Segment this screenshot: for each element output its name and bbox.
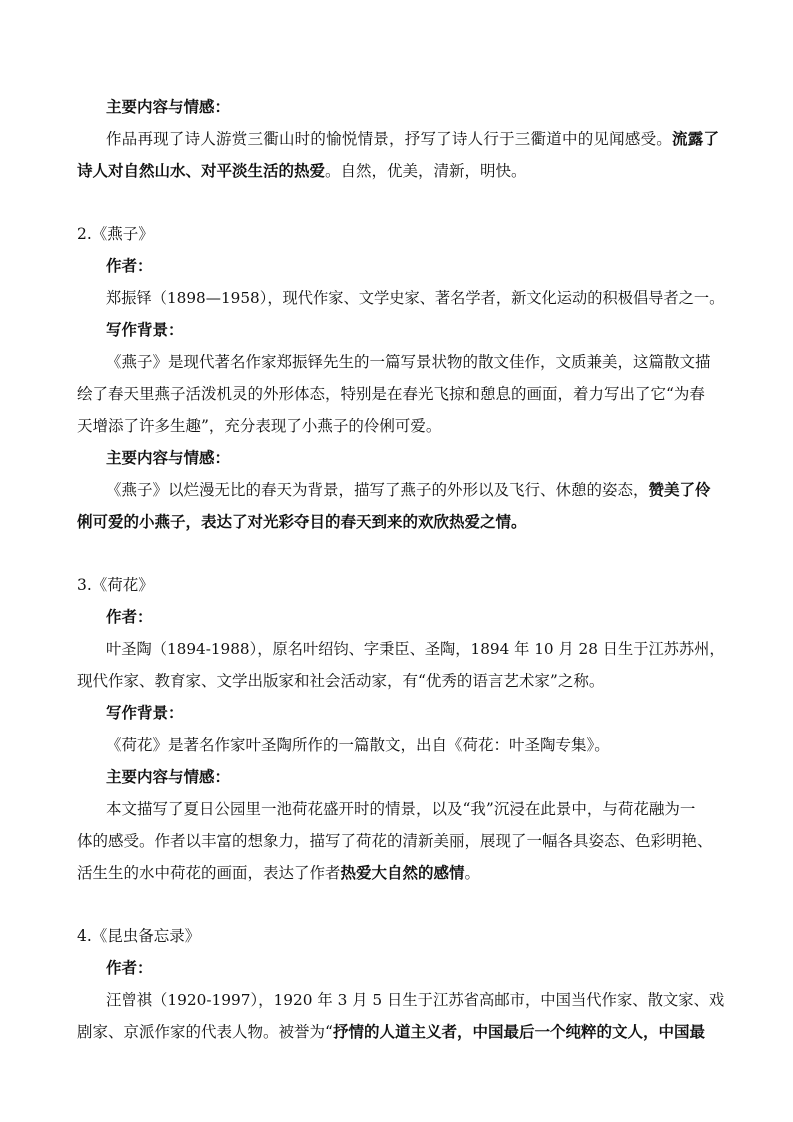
main-content-heading: 主要内容与情感：	[106, 767, 231, 786]
paragraph-line: 《燕子》是现代著名作家郑振铎先生的一篇写景状物的散文佳作，文质兼美，这篇散文描	[106, 353, 711, 371]
paragraph-line: 汪曾祺（1920-1997），1920 年 3 月 5 日生于江苏省高邮市，中国当代作家、散文家、戏	[106, 991, 725, 1009]
paragraph-line: 现代作家、教育家、文学出版家和社会活动家，有“优秀的语言艺术家”之称。	[77, 672, 605, 690]
paragraph-line: 叶圣陶（1894-1988），原名叶绍钧、字秉臣、圣陶，1894 年 10 月 28 日生于江苏苏州，	[106, 640, 725, 658]
paragraph-line: 诗人对自然山水、对平淡生活的热爱。自然，优美，清新，明快。	[77, 161, 527, 180]
background-heading: 写作背景：	[106, 320, 184, 339]
paragraph-line: 本文描写了夏日公园里一池荷花盛开时的情景，以及“我”沉浸在此景中，与荷花融为一	[106, 800, 696, 818]
paragraph-line: 《燕子》以烂漫无比的春天为背景，描写了燕子的外形以及飞行、休憩的姿态，赞美了伶	[106, 480, 711, 499]
paragraph-line: 天增添了许多生趣”，充分表现了小燕子的伶俐可爱。	[77, 417, 442, 435]
paragraph-line: 郑振铎（1898—1958），现代作家、文学史家、著名学者，新文化运动的积极倡导者之一。	[106, 289, 725, 307]
paragraph-line: 活生生的水中荷花的画面，表达了作者热爱大自然的感情。	[77, 863, 481, 882]
main-content-heading: 主要内容与情感：	[106, 448, 231, 467]
background-heading: 写作背景：	[106, 703, 184, 722]
paragraph-line: 剧家、京派作家的代表人物。被誉为“抒情的人道主义者，中国最后一个纯粹的文人，中国最	[77, 1022, 705, 1041]
paragraph-line: 作品再现了诗人游赏三衢山时的愉悦情景，抒写了诗人行于三衢道中的见闻感受。流露了	[106, 129, 719, 148]
author-heading: 作者：	[106, 958, 153, 977]
section-title: 2.《燕子》	[77, 225, 154, 243]
section-title: 3.《荷花》	[77, 576, 154, 594]
section-title: 4.《昆虫备忘录》	[77, 927, 201, 945]
author-heading: 作者：	[106, 256, 153, 275]
author-heading: 作者：	[106, 607, 153, 626]
paragraph-line: 绘了春天里燕子活泼机灵的外形体态，特别是在春光飞掠和憩息的画面，着力写出了它“为春	[77, 385, 705, 403]
paragraph-line: 体的感受。作者以丰富的想象力，描写了荷花的清新美丽，展现了一幅各具姿态、色彩明艳、	[77, 832, 713, 850]
paragraph-line: 《荷花》是著名作家叶圣陶所作的一篇散文，出自《荷花：叶圣陶专集》。	[106, 736, 610, 754]
paragraph-line: 俐可爱的小燕子，表达了对光彩夺目的春天到来的欢欣热爱之情。	[77, 512, 527, 531]
main-content-heading: 主要内容与情感：	[106, 97, 231, 116]
